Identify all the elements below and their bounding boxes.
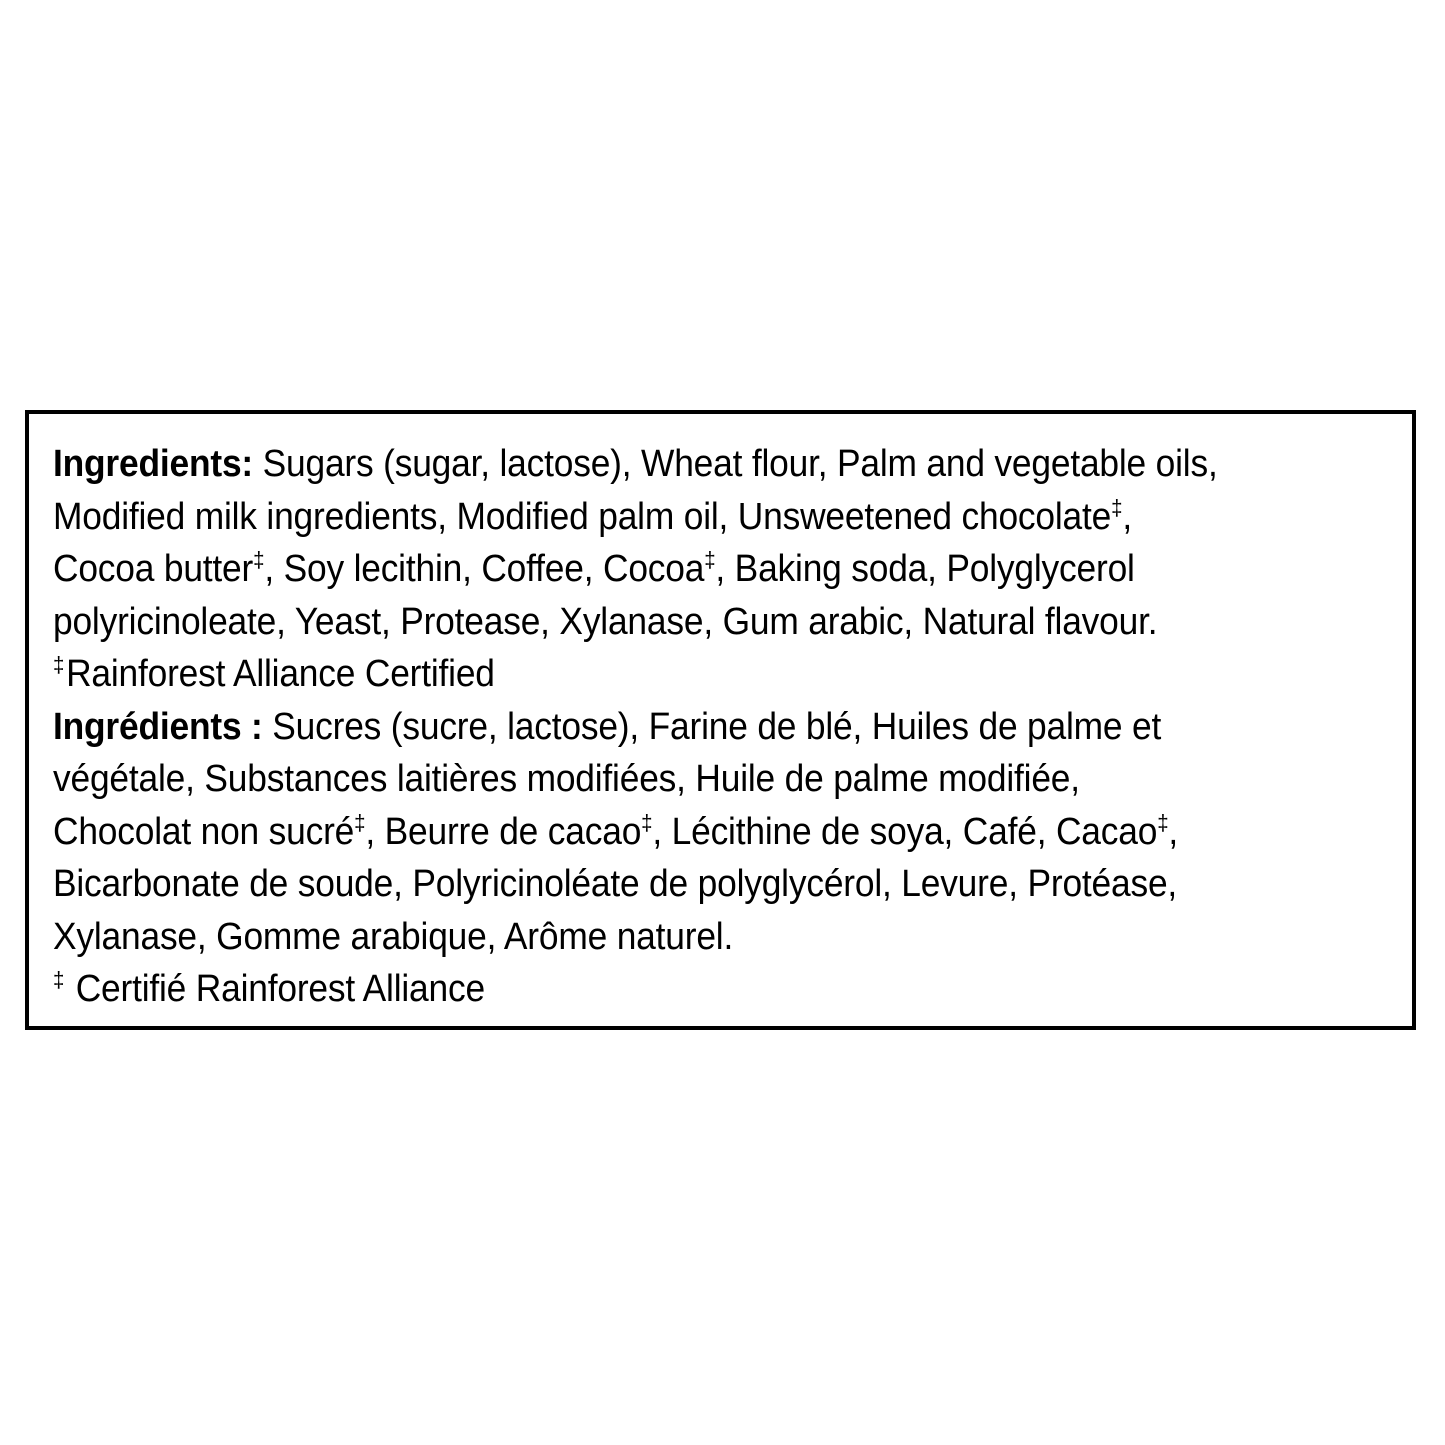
english-text-2b: , xyxy=(1122,495,1132,538)
english-text-2a: Modified milk ingredients, Modified palm oil, Unsweetened chocolate xyxy=(53,495,1112,538)
ingredients-panel xyxy=(25,410,1416,1030)
french-line-4 xyxy=(53,858,1296,911)
english-line-3 xyxy=(53,543,1296,596)
dagger-mark: ‡ xyxy=(354,809,366,835)
english-text-4: polyricinoleate, Yeast, Protease, Xylanase, Gum arabic, Natural flavour. xyxy=(53,600,1158,643)
footnote-dagger-mark: ‡ xyxy=(53,967,65,992)
english-text-1: Sugars (sugar, lactose), Wheat flour, Palm and vegetable oils, xyxy=(253,443,1218,485)
dagger-mark: ‡ xyxy=(704,547,716,572)
english-line-1 xyxy=(53,438,1296,491)
french-text-4: Bicarbonate de soude, Polyricinoléate de polyglycérol, Levure, Protéase, xyxy=(53,863,1178,905)
french-text-2: végétale, Substances laitières modifiées, Huile de palme modifiée, xyxy=(53,758,1080,800)
dagger-mark: ‡ xyxy=(1157,809,1169,835)
french-line-3 xyxy=(53,806,1296,859)
french-text-3b: , Beurre de cacao xyxy=(365,810,642,853)
english-text-3c: , Baking soda, Polyglycerol xyxy=(715,548,1135,590)
dagger-mark: ‡ xyxy=(641,809,653,835)
english-text-3a: Cocoa butter xyxy=(53,548,254,590)
footnote-dagger-mark: ‡ xyxy=(53,652,65,677)
french-heading: Ingrédients : xyxy=(53,705,263,748)
french-footnote xyxy=(53,963,1296,1016)
french-line-2 xyxy=(53,753,1296,806)
english-footnote-text: Rainforest Alliance Certified xyxy=(66,653,495,695)
french-text-3d: , xyxy=(1168,810,1179,853)
french-footnote-text: Certifié Rainforest Alliance xyxy=(66,968,485,1010)
french-text-3c: , Lécithine de soya, Café, Cacao xyxy=(652,810,1158,853)
english-heading: Ingredients: xyxy=(53,443,254,485)
dagger-mark: ‡ xyxy=(253,547,265,572)
english-line-4 xyxy=(53,596,1296,649)
english-text-3b: , Soy lecithin, Coffee, Cocoa xyxy=(264,548,705,590)
french-line-5 xyxy=(53,911,1296,964)
french-text-1: Sucres (sucre, lactose), Farine de blé, Huiles de palme et xyxy=(262,705,1162,748)
english-line-2 xyxy=(53,491,1296,544)
english-footnote xyxy=(53,648,1296,701)
french-line-1 xyxy=(53,701,1296,754)
french-text-3a: Chocolat non sucré xyxy=(53,810,355,853)
french-text-5: Xylanase, Gomme arabique, Arôme naturel. xyxy=(53,915,734,958)
dagger-mark: ‡ xyxy=(1111,494,1123,520)
